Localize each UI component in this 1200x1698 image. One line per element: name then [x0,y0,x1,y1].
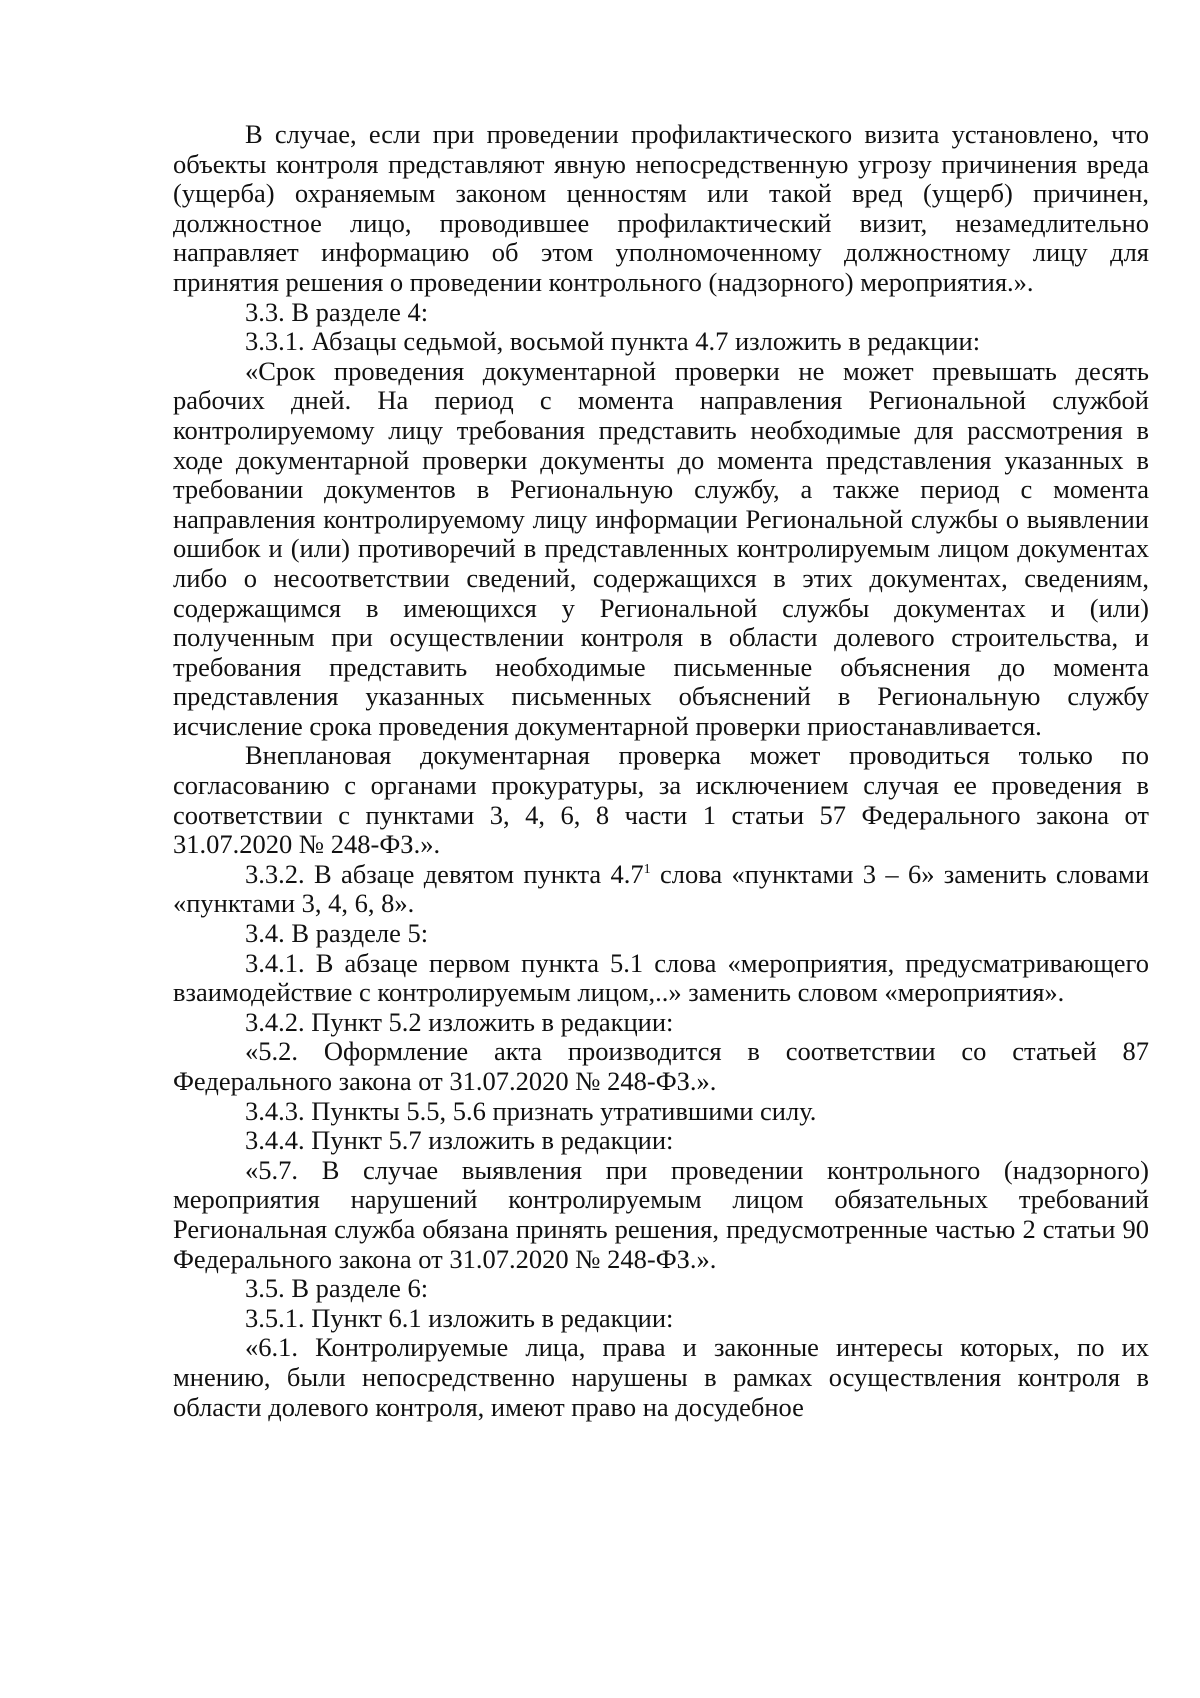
paragraph-3-3: 3.3. В разделе 4: [245,296,429,327]
paragraph-3-3-2 [173,860,1149,919]
paragraph-quote-5-2: «5.2. Оформление акта производится в соответствии со статьей 87 Федерального закона от 31.07.2020 № 248-ФЗ.». [173,1036,1149,1096]
document-page [173,120,1149,1422]
paragraph-3-4: 3.4. В разделе 5: [245,918,429,949]
paragraph-3-5: 3.5. В разделе 6: [245,1273,429,1304]
paragraph-3-4-2: 3.4.2. Пункт 5.2 изложить в редакции: [245,1006,674,1037]
paragraph-3-3-1: 3.3.1. Абзацы седьмой, восьмой пункта 4.7 изложить в редакции: [245,326,981,357]
paragraph-3-4-3: 3.4.3. Пункты 5.5, 5.6 признать утратившими силу. [245,1095,817,1126]
paragraph-3-4-1: 3.4.1. В абзаце первом пункта 5.1 слова «мероприятия, предусматривающего взаимодействие с контролируемым лицом,..» заменить словом «мероприятия». [173,947,1149,1008]
paragraph-quote-inspection-term: «Срок проведения документарной проверки не может превышать десять рабочих дней. На период с момента направления Региональной службой контролируемому лицу требования представить необходимые для рассмотрения в ходе документарной проверки документы до момента представления указанных в требовании документов в Региональную службу, а также период с момента направления контролируемому лицу информации Региональной службы о выявлении ошибок и (или) противоречий в представленных контролируемым лицом документах либо о несоответствии сведений, содержащихся в этих документах, сведениям, содержащимся в имеющихся у Региональной службы документах и (или) полученным при осуществлении контроля в области долевого строительства, и требования представить необходимые письменные объяснения до момента представления указанных письменных объяснений в Региональную службу исчисление срока проведения документарной проверки приостанавливается. [173,355,1149,741]
superscript-marker: 1 [643,862,651,878]
paragraph-quote-6-1: «6.1. Контролируемые лица, права и законные интересы которых, по их мнению, были непосредственно нарушены в рамках осуществления контроля в области долевого контроля, имеют право на досудебное [173,1332,1149,1422]
paragraph-unscheduled-inspection: Внеплановая документарная проверка может проводиться только по согласованию с органами прокуратуры, за исключением случая ее проведения в соответствии с пунктами 3, 4, 6, 8 части 1 статьи 57 Федерального закона от 31.07.2020 № 248-ФЗ.». [173,740,1149,860]
paragraph-3-4-4: 3.4.4. Пункт 5.7 изложить в редакции: [245,1125,674,1156]
paragraph-3-3-2-text-after: слова «пунктами 3 – 6» заменить словами «пунктами 3, 4, 6, 8». [173,858,1149,919]
paragraph-3-5-1: 3.5.1. Пункт 6.1 изложить в редакции: [245,1302,674,1333]
paragraph-quote-5-7: «5.7. В случае выявления при проведении контрольного (надзорного) мероприятия нарушений контролируемым лицом обязательных требований Региональная служба обязана принять решения, предусмотренные частью 2 статьи 90 Федерального закона от 31.07.2020 № 248-ФЗ.». [173,1154,1149,1274]
paragraph-3-3-2-text-before: 3.3.2. В абзаце девятом пункта 4.7 [245,858,644,889]
paragraph-prevention-visit: В случае, если при проведении профилактического визита установлено, что объекты контроля представляют явную непосредственную угрозу причинения вреда (ущерба) охраняемым законом ценностям или такой вред (ущерб) причинен, должностное лицо, проводившее профилактический визит, незамедлительно направляет информацию об этом уполномоченному должностному лицу для принятия решения о проведении контрольного (надзорного) мероприятия.». [173,119,1149,297]
